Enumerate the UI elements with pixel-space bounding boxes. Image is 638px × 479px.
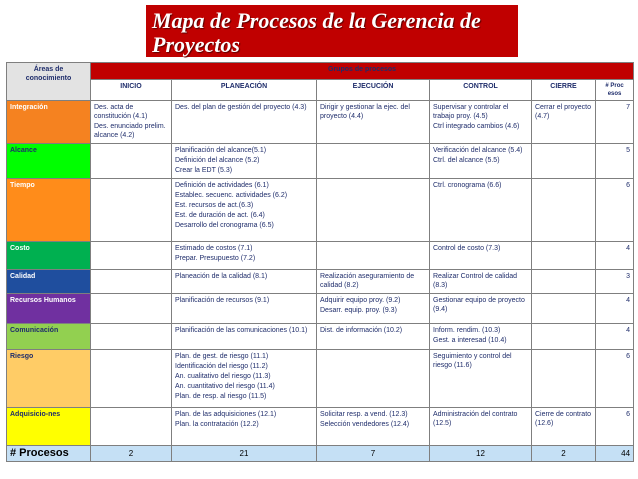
process-item: Supervisar y controlar el trabajo proy. (4.5) [433, 104, 509, 120]
process-item: Des. enunciado prelim. alcance (4.2) [94, 123, 166, 139]
process-item: Ctrl integrado cambios (4.6) [433, 123, 520, 130]
table-row [7, 408, 634, 446]
area-label: Comunicación [7, 324, 91, 350]
table-row [7, 350, 634, 408]
table-row [7, 101, 634, 144]
cell-planeacion [172, 294, 317, 324]
process-item: Dirigir y gestionar la ejec. del proyecto (4.4) [320, 104, 410, 120]
totals-row [7, 446, 634, 462]
cell-control [430, 294, 532, 324]
process-item: Plan. de las adquisiciones (12.1) [175, 411, 277, 418]
cell-inicio [91, 350, 172, 408]
phase-planeacion: PLANEACIÓN [172, 80, 317, 101]
process-item: An. cualitativo del riesgo (11.3) [175, 373, 271, 380]
cell-inicio [91, 324, 172, 350]
cell-control [430, 408, 532, 446]
area-label: Calidad [7, 270, 91, 294]
process-item: Plan. de resp. al riesgo (11.5) [175, 393, 267, 400]
cell-ejecucion [317, 408, 430, 446]
process-item: Cierre de contrato (12.6) [535, 411, 592, 427]
cell-inicio [91, 144, 172, 179]
process-item: Cerrar el proyecto (4.7) [535, 104, 592, 120]
area-label: Alcance [7, 144, 91, 179]
process-item: Definición de actividades (6.1) [175, 182, 269, 189]
process-item: Administración del contrato (12.5) [433, 411, 518, 427]
cell-ejecucion [317, 242, 430, 270]
process-count: 7 [596, 101, 634, 144]
table-row [7, 294, 634, 324]
cell-control [430, 101, 532, 144]
process-item: Est. recursos de act.(6.3) [175, 202, 254, 209]
process-item: Planeación de la calidad (8.1) [175, 273, 268, 280]
cell-cierre [532, 242, 596, 270]
cell-ejecucion [317, 270, 430, 294]
process-item: Solicitar resp. a vend. (12.3) [320, 411, 408, 418]
areas-header: Áreas de conocimiento [7, 63, 91, 101]
process-count: 4 [596, 324, 634, 350]
process-item: Ctrl. cronograma (6.6) [433, 182, 502, 189]
process-item: Gestionar equipo de proyecto (9.4) [433, 297, 525, 313]
cell-ejecucion [317, 350, 430, 408]
process-item: Realizar Control de calidad (8.3) [433, 273, 518, 289]
process-item: Desarr. equip. proy. (9.3) [320, 307, 397, 314]
process-count: 6 [596, 179, 634, 242]
cell-planeacion [172, 179, 317, 242]
total-inicio: 2 [91, 446, 172, 462]
cell-cierre [532, 144, 596, 179]
area-label: Riesgo [7, 350, 91, 408]
cell-control [430, 350, 532, 408]
table-row [7, 270, 634, 294]
area-label: Integración [7, 101, 91, 144]
process-item: Des. acta de constitución (4.1) [94, 104, 148, 120]
total-control: 12 [430, 446, 532, 462]
process-item: Planificación del alcance(5.1) [175, 147, 267, 154]
cell-inicio [91, 101, 172, 144]
process-item: Des. del plan de gestión del proyecto (4.3) [175, 104, 307, 111]
cell-planeacion [172, 324, 317, 350]
grupos-header: Grupos de procesos [91, 63, 634, 80]
cell-control [430, 144, 532, 179]
process-item: Estimado de costos (7.1) [175, 245, 253, 252]
process-item: Establec. secuenc. actividades (6.2) [175, 192, 288, 199]
process-count: 6 [596, 350, 634, 408]
process-item: Crear la EDT (5.3) [175, 167, 233, 174]
cell-cierre [532, 324, 596, 350]
cell-ejecucion [317, 101, 430, 144]
cell-control [430, 179, 532, 242]
cell-ejecucion [317, 294, 430, 324]
process-count: 3 [596, 270, 634, 294]
cell-inicio [91, 294, 172, 324]
cell-planeacion [172, 144, 317, 179]
area-label: Recursos Humanos [7, 294, 91, 324]
process-item: Plan. de gest. de riesgo (11.1) [175, 353, 269, 360]
cell-cierre [532, 270, 596, 294]
page-title: Mapa de Procesos de la Gerencia de Proyectos [152, 8, 481, 57]
area-label: Adquisicio-nes [7, 408, 91, 446]
process-item: Control de costo (7.3) [433, 245, 501, 252]
cell-planeacion [172, 350, 317, 408]
table-row [7, 242, 634, 270]
cell-planeacion [172, 270, 317, 294]
process-item: Verificación del alcance (5.4) [433, 147, 523, 154]
cell-planeacion [172, 101, 317, 144]
phase-cierre: CIERRE [532, 80, 596, 101]
process-item: Seguimiento y control del riesgo (11.6) [433, 353, 512, 369]
cell-planeacion [172, 242, 317, 270]
process-count: 6 [596, 408, 634, 446]
total-num: 44 [596, 446, 634, 462]
total-label: # Procesos [7, 446, 91, 462]
process-item: Dist. de información (10.2) [320, 327, 403, 334]
process-item: Definición del alcance (5.2) [175, 157, 260, 164]
process-item: Planificación de las comunicaciones (10.1) [175, 327, 308, 334]
cell-cierre [532, 179, 596, 242]
process-item: Ctrl. del alcance (5.5) [433, 157, 500, 164]
cell-inicio [91, 408, 172, 446]
cell-control [430, 270, 532, 294]
process-item: Selección vendedores (12.4) [320, 421, 410, 428]
table-row [7, 324, 634, 350]
cell-ejecucion [317, 324, 430, 350]
cell-inicio [91, 179, 172, 242]
process-item: Realización aseguramiento de calidad (8.2) [320, 273, 415, 289]
cell-inicio [91, 270, 172, 294]
process-item: Identificación del riesgo (11.2) [175, 363, 268, 370]
cell-cierre [532, 294, 596, 324]
process-count: 4 [596, 242, 634, 270]
cell-cierre [532, 408, 596, 446]
cell-cierre [532, 101, 596, 144]
process-count: 4 [596, 294, 634, 324]
process-item: Desarrollo del cronograma (6.5) [175, 222, 274, 229]
cell-ejecucion [317, 179, 430, 242]
cell-inicio [91, 242, 172, 270]
table-row [7, 179, 634, 242]
process-count: 5 [596, 144, 634, 179]
phase-ejecucion: EJECUCIÓN [317, 80, 430, 101]
total-cierre: 2 [532, 446, 596, 462]
total-planeacion: 21 [172, 446, 317, 462]
table-row [7, 144, 634, 179]
phase-inicio: INICIO [91, 80, 172, 101]
total-ejecucion: 7 [317, 446, 430, 462]
cell-planeacion [172, 408, 317, 446]
process-item: Prepar. Presupuesto (7.2) [175, 255, 256, 262]
process-map-table [6, 62, 634, 462]
phase-control: CONTROL [430, 80, 532, 101]
area-label: Costo [7, 242, 91, 270]
cell-cierre [532, 350, 596, 408]
phase-num-procesos: # Proc esos [596, 80, 634, 101]
process-item: An. cuantitativo del riesgo (11.4) [175, 383, 275, 390]
process-item: Inform. rendim. (10.3) [433, 327, 501, 334]
process-item: Adquirir equipo proy. (9.2) [320, 297, 401, 304]
area-label: Tiempo [7, 179, 91, 242]
process-item: Gest. a interesad (10.4) [433, 337, 507, 344]
cell-ejecucion [317, 144, 430, 179]
cell-control [430, 242, 532, 270]
cell-control [430, 324, 532, 350]
process-item: Planificación de recursos (9.1) [175, 297, 270, 304]
process-item: Plan. la contratación (12.2) [175, 421, 259, 428]
process-item: Est. de duración de act. (6.4) [175, 212, 265, 219]
